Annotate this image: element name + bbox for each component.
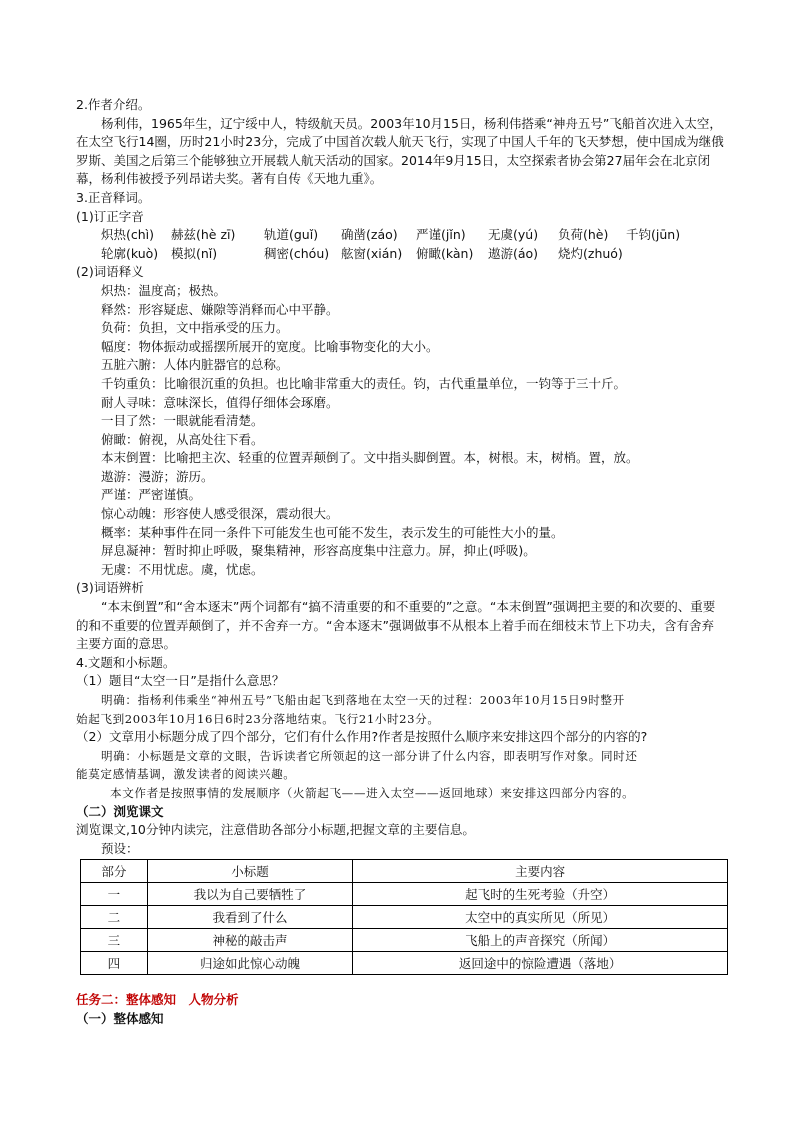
pinyin-row-1 — [76, 226, 726, 245]
pinyin-item: 千钧(jūn) — [626, 227, 681, 243]
discrimination-paragraph: “本末倒置”和“舍本逐末”两个词都有“搞不清重要的和不重要的”之意。“本末倒置”强调把主要的和次要的、重要的和不重要的位置弄颠倒了，并不舍弃一方。“舍本逐末”强调做事不从根本上着手而在细枝末节上下功夫，含有舍弃主要方面的意思。 — [76, 599, 716, 652]
summary-table — [80, 859, 728, 975]
definition-item: 幅度：物体振动或摇摆所展开的宽度。比喻事物变化的大小。 — [101, 338, 439, 354]
pinyin-item: 模拟(nǐ) — [171, 245, 218, 261]
definition-item: 惊心动魄：形容使人感受很深，震动很大。 — [101, 506, 339, 522]
table-row — [81, 906, 728, 929]
table-header-cell: 主要内容 — [353, 860, 728, 883]
pinyin-item: 轨道(guǐ) — [264, 227, 319, 243]
table-row — [81, 883, 728, 906]
table-header-row — [81, 860, 728, 883]
pinyin-item: 严谨(jǐn) — [416, 227, 466, 243]
discrimination-heading: (3)词语辨析 — [76, 580, 144, 596]
definition-item: 本末倒置：比喻把主次、轻重的位置弄颠倒了。文中指头脚倒置。本，树根。末，树梢。置，放。 — [101, 450, 639, 466]
pinyin-item: 轮廓(kuò) — [101, 245, 159, 261]
table-cell: 飞船上的声音探究（所闻） — [353, 929, 728, 952]
table-cell: 神秘的敲击声 — [147, 929, 353, 952]
definitions-heading: (2)词语释义 — [76, 264, 144, 280]
definition-item: 千钧重负：比喻很沉重的负担。也比喻非常重大的责任。钧，古代重量单位，一钧等于三十斤。 — [101, 375, 627, 391]
table-cell: 一 — [81, 883, 148, 906]
definition-item: 屏息凝神：暂时抑止呼吸，聚集精神，形容高度集中注意力。屏，抑止(呼吸)。 — [101, 543, 536, 559]
table-header-cell: 部分 — [81, 860, 148, 883]
definition-item: 五脏六腑：人体内脏器官的总称。 — [101, 357, 289, 373]
definition-item: 负荷：负担，文中指承受的压力。 — [101, 320, 289, 336]
browse-instruction: 浏览课文,10分钟内读完，注意借助各部分小标题,把握文章的主要信息。 — [76, 822, 475, 838]
definition-item: 耐人寻味：意味深长，值得仔细体会琢磨。 — [101, 394, 339, 410]
pinyin-item: 舷窗(xián) — [341, 245, 403, 261]
definition-item: 俯瞰：俯视，从高处往下看。 — [101, 431, 264, 447]
table-cell: 二 — [81, 906, 148, 929]
table-cell: 我看到了什么 — [147, 906, 353, 929]
browse-heading: （二）浏览课文 — [76, 803, 164, 819]
table-cell: 归途如此惊心动魄 — [147, 952, 353, 975]
table-cell: 返回途中的惊险遭遇（落地） — [353, 952, 728, 975]
pinyin-row-2 — [76, 245, 726, 264]
titles-heading: 4.文题和小标题。 — [76, 654, 176, 670]
definition-item: 一目了然：一眼就能看清楚。 — [101, 413, 264, 429]
answer-2-line-1: 明确：小标题是文章的文眼，告诉读者它所领起的这一部分讲了什么内容，即表明写作对象。同时还 — [101, 748, 638, 763]
author-paragraph: 杨利伟，1965年生，辽宁绥中人，特级航天员。2003年10月15日，杨利伟搭乘“神舟五号”飞船首次进入太空，在太空飞行14圈，历时21小时23分，完成了中国首次载人航天飞行，实现了中国人千年的飞天梦想，使中国成为继俄罗斯、美国之后第三个能够独立开展载人航天活动的国家。2014年9月15日，太空探索者协会第27届年会在北京闭幕，杨利伟被授予列昂诺夫奖。著有自传《天地九重》。 — [76, 115, 724, 187]
pinyin-item: 俯瞰(kàn) — [416, 245, 474, 261]
definition-item: 释然：形容疑虑、嫌隙等消释而心中平静。 — [101, 301, 339, 317]
task2-subheading: （一）整体感知 — [76, 1010, 164, 1026]
table-row — [81, 929, 728, 952]
pinyin-item: 无虞(yú) — [488, 227, 539, 243]
answer-1-line-1: 明确：指杨利伟乘坐“神州五号”飞船由起飞到落地在太空一天的过程：2003年10月15日9时整开 — [101, 693, 625, 707]
answer-2-line-3: 本文作者是按照事情的发展顺序（火箭起飞——进入太空——返回地球）来安排这四部分内容的。 — [110, 785, 635, 800]
pinyin-item: 确凿(záo) — [341, 227, 398, 243]
pinyin-item: 炽热(chì) — [101, 227, 155, 243]
preset-label: 预设： — [101, 840, 139, 856]
table-cell: 三 — [81, 929, 148, 952]
pinyin-item: 负荷(hè) — [558, 227, 609, 243]
table-row — [81, 952, 728, 975]
pinyin-item: 赫兹(hè zī) — [171, 227, 236, 243]
document-page — [76, 96, 726, 1029]
author-heading: 2.作者介绍。 — [76, 97, 151, 112]
question-2: （2）文章用小标题分成了四个部分，它们有什么作用?作者是按照什么顺序来安排这四个部分的内容的? — [76, 729, 648, 745]
table-cell: 我以为自己要牺牲了 — [147, 883, 353, 906]
answer-2-line-2: 能莫定感情基调，激发读者的阅读兴趣。 — [76, 767, 296, 782]
table-cell: 太空中的真实所见（所见） — [353, 906, 728, 929]
definition-item: 遨游：漫游；游历。 — [101, 468, 214, 484]
definition-item: 概率：某种事件在同一条件下可能发生也可能不发生，表示发生的可能性大小的量。 — [101, 524, 564, 540]
table-cell: 四 — [81, 952, 148, 975]
task2-heading: 任务二：整体感知 人物分析 — [76, 992, 239, 1008]
table-header-cell: 小标题 — [147, 860, 353, 883]
pinyin-item: 稠密(chóu) — [264, 245, 330, 261]
definition-item: 炽热：温度高；极热。 — [101, 282, 227, 298]
table-cell: 起飞时的生死考验（升空） — [353, 883, 728, 906]
definition-item: 无虞：不用忧虑。虞，忧虑。 — [101, 561, 264, 577]
answer-1-line-2: 始起飞到2003年10月16日6时23分落地结束。飞行21小时23分。 — [76, 711, 440, 726]
pinyin-item: 遨游(áo) — [488, 245, 539, 261]
question-1: （1）题目“太空一日”是指什么意思？ — [76, 673, 285, 689]
words-heading: 3.正音释词。 — [76, 189, 151, 205]
pinyin-heading: (1)订正字音 — [76, 208, 144, 224]
pinyin-item: 烧灼(zhuó) — [558, 245, 623, 261]
definition-item: 严谨：严密谨慎。 — [101, 487, 202, 503]
